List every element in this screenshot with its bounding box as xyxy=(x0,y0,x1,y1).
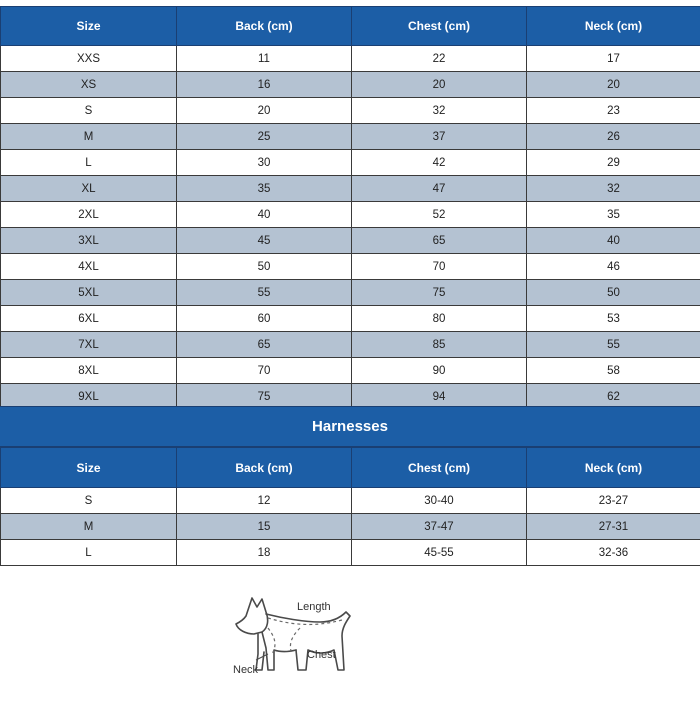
harness-cell-chest: 45-55 xyxy=(352,540,527,566)
clothing-cell-size: L xyxy=(1,150,177,176)
clothing-cell-chest: 37 xyxy=(352,124,527,150)
harness-cell-size: S xyxy=(1,488,177,514)
clothing-row xyxy=(1,306,700,332)
clothing-cell-neck: 29 xyxy=(527,150,700,176)
clothing-cell-size: XL xyxy=(1,176,177,202)
clothing-row xyxy=(1,358,700,384)
clothing-row xyxy=(1,150,700,176)
column-header-chest: Chest (cm) xyxy=(352,7,527,46)
clothing-cell-size: XS xyxy=(1,72,177,98)
clothing-cell-chest: 70 xyxy=(352,254,527,280)
clothing-row xyxy=(1,98,700,124)
clothing-cell-size: 6XL xyxy=(1,306,177,332)
column-header-size: Size xyxy=(1,7,177,46)
clothing-cell-chest: 75 xyxy=(352,280,527,306)
clothing-cell-back: 16 xyxy=(177,72,352,98)
clothing-row xyxy=(1,280,700,306)
clothing-cell-chest: 47 xyxy=(352,176,527,202)
clothing-cell-size: 9XL xyxy=(1,384,177,410)
clothing-cell-neck: 20 xyxy=(527,72,700,98)
clothing-cell-neck: 40 xyxy=(527,228,700,254)
clothing-row xyxy=(1,46,700,72)
clothing-cell-back: 75 xyxy=(177,384,352,410)
harness-row xyxy=(1,488,700,514)
clothing-cell-size: 5XL xyxy=(1,280,177,306)
harness-column-header-chest: Chest (cm) xyxy=(352,448,527,488)
clothing-row xyxy=(1,72,700,98)
harness-cell-neck: 23-27 xyxy=(527,488,700,514)
clothing-cell-chest: 32 xyxy=(352,98,527,124)
clothing-cell-chest: 20 xyxy=(352,72,527,98)
dog-measurement-diagram xyxy=(222,588,372,700)
clothing-cell-chest: 80 xyxy=(352,306,527,332)
harness-column-header-size: Size xyxy=(1,448,177,488)
clothing-cell-back: 11 xyxy=(177,46,352,72)
clothing-cell-neck: 32 xyxy=(527,176,700,202)
clothing-cell-neck: 58 xyxy=(527,358,700,384)
clothing-cell-back: 65 xyxy=(177,332,352,358)
chest-label: Chest xyxy=(307,649,336,661)
harness-size-table xyxy=(0,447,700,566)
clothing-cell-back: 70 xyxy=(177,358,352,384)
neck-label: Neck xyxy=(233,664,258,676)
harness-cell-neck: 27-31 xyxy=(527,514,700,540)
clothing-cell-size: 2XL xyxy=(1,202,177,228)
clothing-cell-neck: 17 xyxy=(527,46,700,72)
clothing-row xyxy=(1,332,700,358)
clothing-cell-size: 4XL xyxy=(1,254,177,280)
clothing-size-table xyxy=(0,6,700,410)
clothing-cell-chest: 65 xyxy=(352,228,527,254)
clothing-cell-chest: 85 xyxy=(352,332,527,358)
clothing-cell-chest: 90 xyxy=(352,358,527,384)
clothing-cell-back: 35 xyxy=(177,176,352,202)
clothing-cell-back: 25 xyxy=(177,124,352,150)
harness-cell-chest: 37-47 xyxy=(352,514,527,540)
harness-cell-back: 15 xyxy=(177,514,352,540)
clothing-cell-back: 55 xyxy=(177,280,352,306)
clothing-table-body xyxy=(1,46,700,410)
clothing-row xyxy=(1,228,700,254)
clothing-cell-size: M xyxy=(1,124,177,150)
clothing-cell-neck: 26 xyxy=(527,124,700,150)
clothing-cell-chest: 42 xyxy=(352,150,527,176)
clothing-cell-chest: 52 xyxy=(352,202,527,228)
harness-cell-size: L xyxy=(1,540,177,566)
clothing-cell-chest: 22 xyxy=(352,46,527,72)
clothing-header-row xyxy=(1,7,700,46)
harness-cell-neck: 32-36 xyxy=(527,540,700,566)
harness-cell-back: 18 xyxy=(177,540,352,566)
harness-row xyxy=(1,540,700,566)
harness-header-row xyxy=(1,448,700,488)
harness-cell-size: M xyxy=(1,514,177,540)
clothing-cell-neck: 55 xyxy=(527,332,700,358)
harness-column-header-back: Back (cm) xyxy=(177,448,352,488)
harness-cell-chest: 30-40 xyxy=(352,488,527,514)
clothing-cell-size: 8XL xyxy=(1,358,177,384)
clothing-cell-size: 3XL xyxy=(1,228,177,254)
clothing-cell-neck: 23 xyxy=(527,98,700,124)
clothing-cell-back: 20 xyxy=(177,98,352,124)
clothing-row xyxy=(1,176,700,202)
column-header-neck: Neck (cm) xyxy=(527,7,700,46)
clothing-cell-back: 60 xyxy=(177,306,352,332)
clothing-cell-chest: 94 xyxy=(352,384,527,410)
harnesses-title: Harnesses xyxy=(312,418,388,435)
clothing-cell-size: XXS xyxy=(1,46,177,72)
harness-table-body xyxy=(1,488,700,566)
clothing-row xyxy=(1,254,700,280)
clothing-cell-size: S xyxy=(1,98,177,124)
clothing-cell-back: 30 xyxy=(177,150,352,176)
clothing-cell-neck: 62 xyxy=(527,384,700,410)
harness-column-header-neck: Neck (cm) xyxy=(527,448,700,488)
clothing-cell-back: 45 xyxy=(177,228,352,254)
clothing-cell-neck: 35 xyxy=(527,202,700,228)
clothing-cell-neck: 50 xyxy=(527,280,700,306)
clothing-cell-neck: 46 xyxy=(527,254,700,280)
clothing-cell-neck: 53 xyxy=(527,306,700,332)
harnesses-section-header xyxy=(0,406,700,447)
clothing-row xyxy=(1,124,700,150)
harness-row xyxy=(1,514,700,540)
column-header-back: Back (cm) xyxy=(177,7,352,46)
clothing-cell-size: 7XL xyxy=(1,332,177,358)
clothing-cell-back: 50 xyxy=(177,254,352,280)
clothing-cell-back: 40 xyxy=(177,202,352,228)
clothing-row xyxy=(1,202,700,228)
length-label: Length xyxy=(297,601,331,613)
harness-cell-back: 12 xyxy=(177,488,352,514)
